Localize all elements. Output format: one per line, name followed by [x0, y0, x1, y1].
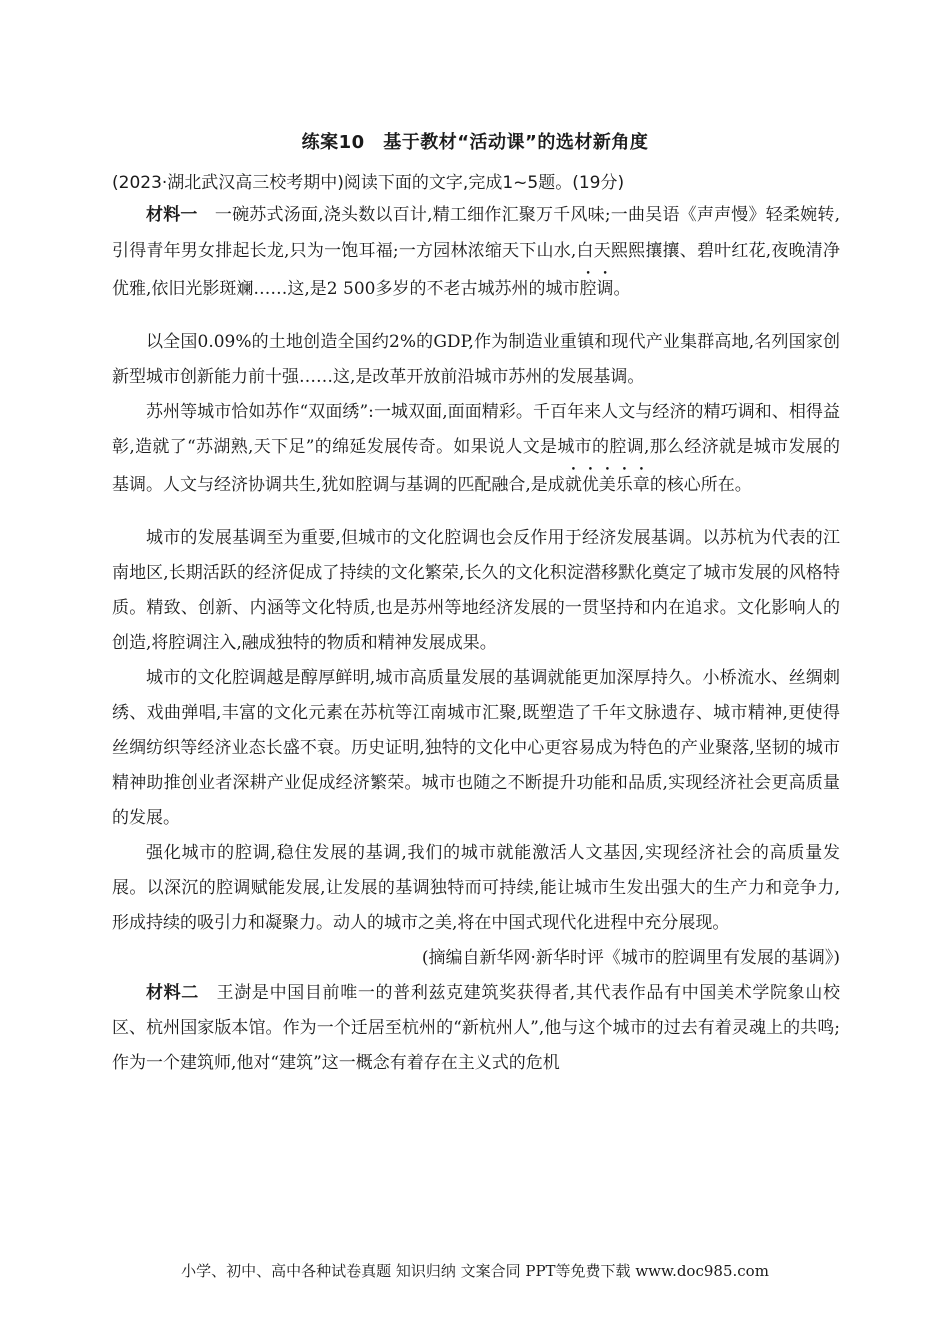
material-one-paragraph-3 — [112, 395, 840, 503]
material-one-paragraph-4: 城市的发展基调至为重要,但城市的文化腔调也会反作用于经济发展基调。以苏杭为代表的江南地区,长期活跃的经济促成了持续的文化繁荣,长久的文化积淀潜移默化奠定了城市发展的风格特质。精致、创新、内涵等文化特质,也是苏州等地经济发展的一贯坚持和内在追求。文化影响人的创造,将腔调注入,融成独特的物质和精神发展成果。 — [112, 528, 840, 653]
material-one-paragraph-6: 强化城市的腔调,稳住发展的基调,我们的城市就能激活人文基因,实现经济社会的高质量发展。以深沉的腔调赋能发展,让发展的基调独特而可持续,能让城市生发出强大的生产力和竞争力,形成持续的吸引力和凝聚力。动人的城市之美,将在中国式现代化进程中充分展现。 — [112, 843, 840, 933]
material-one — [112, 197, 840, 1081]
paragraph-text: 的核心所在。 — [649, 475, 752, 495]
page-footer: 小学、初中、高中各种试卷真题 知识归纳 文案合同 PPT等免费下载 www.doc985.com — [181, 1262, 769, 1280]
material-two-paragraph-1 — [112, 976, 840, 1081]
paragraph-text: 苏州等城市恰如苏作“双面绣”:一城双面,面面精彩。千百年来人文与经济的精巧调和、相得益彰,造就了“苏湖熟,天下足”的绵延发展传奇。如果说人文是城市的腔调,那么经济就是城市发展的基调。人文与经济协调共生,犹如腔调与基调的匹配融合,是成 — [112, 402, 840, 495]
material-one-citation: (摘编自新华网·新华时评《城市的腔调里有发展的基调》) — [421, 948, 840, 968]
paragraph-text: 。 — [613, 279, 631, 299]
material-one-label: 材料一 — [146, 205, 198, 225]
paragraph-text: 一碗苏式汤面,浇头数以百计,精工细作汇聚万千风味;一曲吴语《声声慢》轻柔婉转,引得青年男女排起长龙,只为一饱耳福;一方园林浓缩天下山水,白天熙熙攘攘、碧叶红花,夜晚清净优雅,依旧光影斑斓……这,是2 500多岁的不老古城苏州的城市 — [112, 205, 841, 299]
emphasized-term: 就优美乐章 — [564, 475, 650, 495]
question-source-line: (2023·湖北武汉高三校考期中)阅读下面的文字,完成1~5题。(19分) — [112, 173, 625, 193]
material-two-label: 材料二 — [146, 983, 199, 1003]
material-one-paragraph-1 — [112, 197, 840, 307]
page-title: 练案10 基于教材“活动课”的选材新角度 — [301, 132, 649, 153]
material-one-paragraph-5: 城市的文化腔调越是醇厚鲜明,城市高质量发展的基调就能更加深厚持久。小桥流水、丝绸刺绣、戏曲弹唱,丰富的文化元素在苏杭等江南城市汇聚,既塑造了千年文脉遗存、城市精神,更使得丝绸纺织等经济业态长盛不衰。历史证明,独特的文化中心更容易成为特色的产业聚落,坚韧的城市精神助推创业者深耕产业促成经济繁荣。城市也随之不断提升功能和品质,实现经济社会更高质量的发展。 — [112, 668, 840, 828]
emphasized-term: 腔调 — [579, 279, 614, 299]
paragraph-text: 王澍是中国目前唯一的普利兹克建筑奖获得者,其代表作品有中国美术学院象山校区、杭州国家版本馆。作为一个迁居至杭州的“新杭州人”,他与这个城市的过去有着灵魂上的共鸣;作为一个建筑师,他对“建筑”这一概念有着存在主义式的危机 — [112, 983, 840, 1073]
material-one-paragraph-2: 以全国0.09%的土地创造全国约2%的GDP,作为制造业重镇和现代产业集群高地,名列国家创新型城市创新能力前十强……这,是改革开放前沿城市苏州的发展基调。 — [112, 332, 840, 387]
